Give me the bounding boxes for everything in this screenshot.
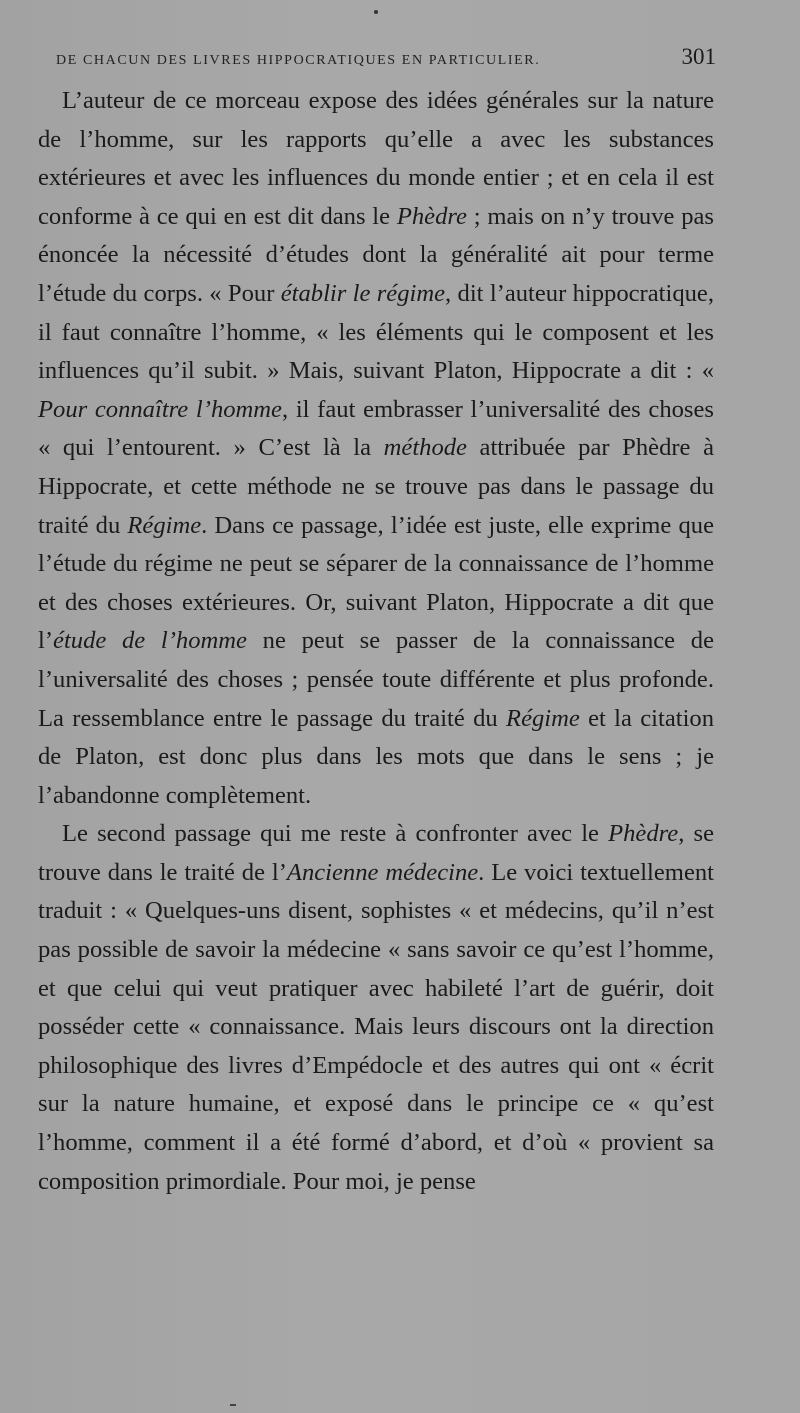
page-number: 301 — [681, 44, 716, 69]
text-segment: ; mais on n’y trouve pas énoncée la nécessité d’études dont la généralité ait pour terme l’étude du corps. « Pour — [38, 202, 714, 307]
italic-segment: Pour connaître l’homme — [38, 395, 282, 423]
text-segment: ne peut se passer de la connaissance de l’universalité des choses ; pensée toute différente et plus profonde. La ressemblance entre le passage du traité du — [38, 627, 714, 732]
italic-segment: Régime — [127, 511, 202, 539]
italic-segment: Régime — [506, 704, 580, 732]
text-segment: et la citation de Platon, est donc plus dans les mots que dans le sens ; je l’abandonne complètement. — [38, 704, 715, 809]
text-segment: Le second passage qui me reste à confronter avec le — [62, 820, 609, 848]
italic-segment: Phèdre — [608, 820, 679, 848]
running-head: DE CHACUN DES LIVRES HIPPOCRATIQUES EN PARTICULIER. — [56, 53, 541, 68]
italic-segment: Ancienne médecine — [286, 858, 479, 886]
paragraph-2 — [38, 815, 714, 1201]
text-segment: attribuée par Phèdre à Hippocrate, et cette méthode ne se trouve pas dans le passage du traité du — [38, 434, 714, 539]
text-segment: L’auteur de ce morceau expose des idées générales sur la nature de l’homme, sur les rapports qu’elle a avec les substances extérieures et avec les influences du monde entier ; et en cela il est conforme à ce qui en est dit dans le — [38, 87, 714, 230]
text-segment: . Dans ce passage, l’idée est juste, elle exprime que l’étude du régime ne peut se séparer de la connaissance de l’homme et des choses extérieures. Or, suivant Platon, Hippocrate a dit que l’ — [38, 511, 714, 655]
paragraph-1 — [38, 82, 714, 815]
text-segment: . Le voici textuellement traduit : « Quelques-uns disent, sophistes « et médecins, qu’il n’est pas possible de savoir la médecine « sans savoir ce qu’est l’homme, et que celui qui veut pratiquer avec habileté l’art de guérir, doit posséder cette « connaissance. Mais leurs discours ont la direction philosophique des livres d’Empédocle et des autres qui ont « écrit sur la nature humaine, et exposé dans le principe ce « qu’est l’homme, comment il a été formé d’abord, et d’où « provient sa composition primordiale. Pour moi, je pense — [38, 858, 714, 1195]
italic-segment: Phèdre — [396, 202, 467, 230]
page-header — [56, 44, 716, 70]
italic-segment: étude de l’homme — [53, 627, 247, 655]
italic-segment: méthode — [383, 434, 467, 462]
italic-segment: établir le régime — [280, 279, 446, 307]
text-segment: , se trouve dans le traité de l’ — [38, 820, 714, 886]
print-speck — [230, 1404, 236, 1406]
text-segment: , dit l’auteur hippocratique, il faut connaître l’homme, « les éléments qui le composent et les influences qu’il subit. » Mais, suivant Platon, Hippocrate a dit : « — [38, 279, 714, 385]
text-segment: , il faut embrasser l’universalité des choses « qui l’entourent. » C’est là la — [38, 395, 714, 462]
body-text — [38, 82, 714, 1201]
print-speck — [374, 10, 378, 14]
